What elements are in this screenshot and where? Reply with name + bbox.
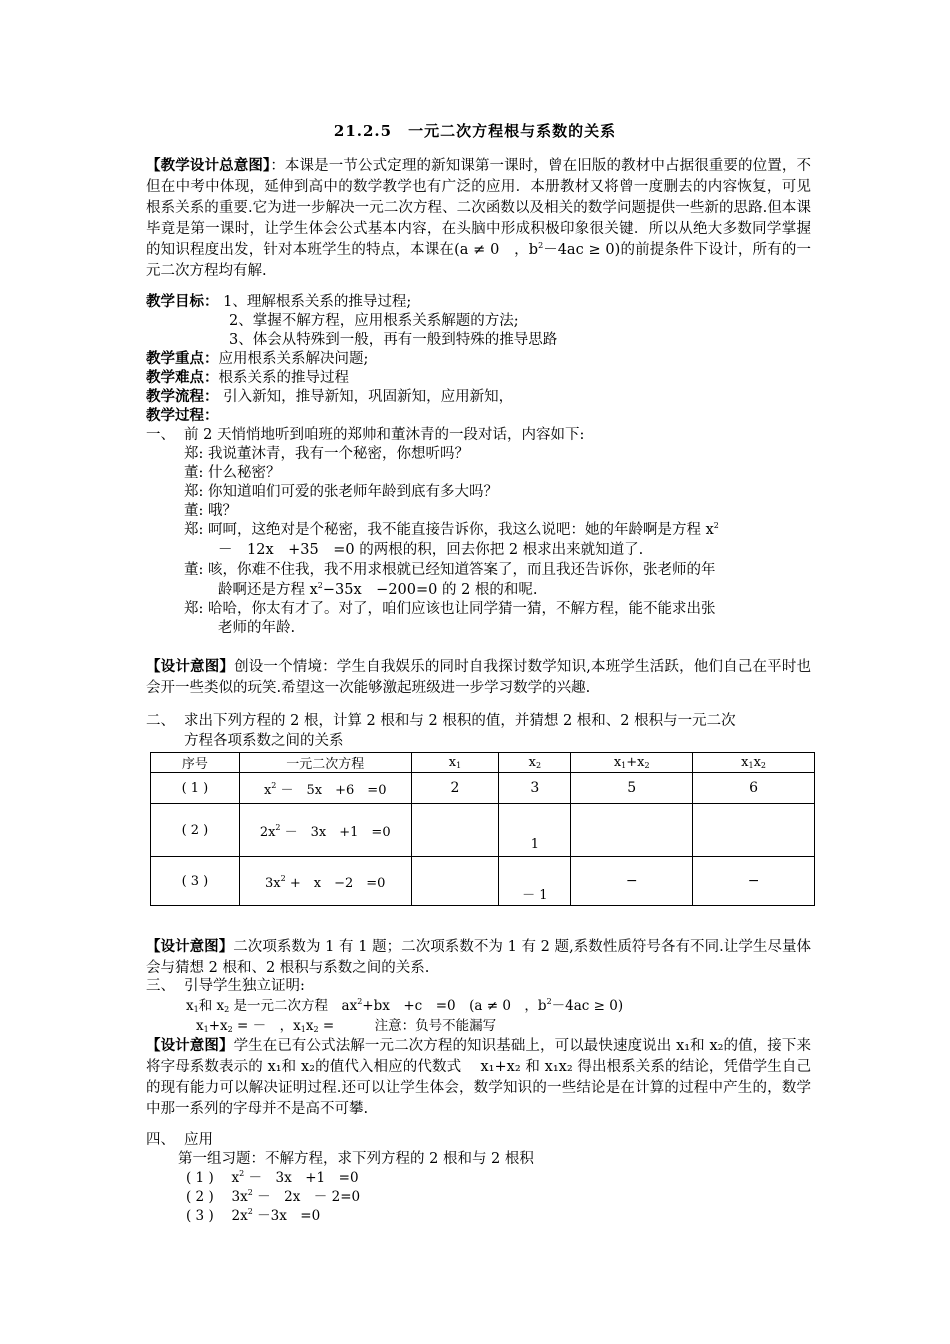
section2-num: 二、 [146,713,175,729]
intent-paragraph-3 [146,936,811,979]
dialog-continuation: － 12x +35 =0 的两根的积，回去你把 2 根求出来就知道了. [218,542,644,558]
intent-text: 创设一个情境：学生自我娱乐的同时自我探讨数学知识,本班学生活跃，他们自己在平时也会开一些类似的玩笑.希望这一次能够激起班级进一步学习数学的兴趣. [146,659,812,696]
section4-num: 四、 [146,1132,175,1148]
exercise-item: ( 3 ) $2x^2 -3x$ =0 [186,1207,321,1224]
goal-item-2: 2、掌握不解方程，应用根系关系解题的方法; [229,313,519,329]
goals-line: 教学目标： 1、理解根系关系的推导过程; [146,293,412,310]
key-label: 教学重点 [146,350,204,367]
intent-label: 【设计意图】 [146,1037,234,1054]
dialog-line: 董: 什么秘密？ [184,465,281,481]
exercise-item: ( 1 ) $x^2$ － 3x +1 =0 [186,1169,359,1186]
dialog-line: 董: 哦？ [184,503,237,519]
flow-text: 引入新知，推导新知，巩固新知，应用新知， [223,389,514,405]
section1-intro: 前 2 天悄悄地听到咱班的郑帅和董沐青的一段对话，内容如下: [184,427,585,443]
section3-num: 三、 [146,978,175,994]
roots-table [150,752,815,906]
table-header: $x_1x_2$ [693,753,815,773]
intent-text-2: －4ac ≥ 0)的前提条件下设计，所有的一元二次方程均有解. [146,242,811,279]
exercise-group-title: 第一组习题：不解方程，求下列方程的 2 根和与 2 根积 [178,1151,534,1167]
table-header: $x_1$ [411,753,499,773]
key-text: 应用根系关系解决问题; [218,351,369,367]
intent-label: 【设计意图】 [146,658,235,675]
table-header: $x_2$ [499,753,571,773]
exercise-item: ( 2 ) $3x^2$ － 2x － 2=0 [186,1188,361,1205]
table-row: ( 2 ) $2x^2$ － 3x +1 =0 1 [151,804,815,857]
section4-title: 应用 [184,1132,213,1148]
key-line: 教学重点：应用根系关系解决问题; [146,350,369,367]
intent-text: 学生在已有公式法解一元二次方程的知识基础上，可以最快速度说出 x₁和 x₂的值，接下来将字母系数表示的 x₁和 x₂的值代入相应的代数式 x₁+x₂ 和 x₁x₂ 得出根系关系的结论，凭借学生自己的现有能力可以解决证明过程.还可以让学生体会，数学知识的一些结论是在计算的过程中产生的，数学中那一系列的字母并不是高不可攀. [146,1038,811,1117]
process-line: 教学过程： [146,407,219,424]
table-header: 序号 [151,753,240,773]
dialog-line: 郑: 我说董沐青，我有一个秘密，你想听吗？ [184,446,469,462]
intent-text: ：本课是一节公式定理的新知课第一课时，曾在旧版的教材中占据很重要的位置，不但在中考中体现，延伸到高中的数学教学也有广泛的应用．本册教材又将曾一度删去的内容恢复，可见根系关系的重要.它为进一步解决一元二次方程、二次函数以及相关的数学问题提供一些新的思路.但本课毕竟是第一课时，让学生体会公式基本内容，在头脑中形成积极印象很关键．所以从绝大多数同学掌握的知识程度出发，针对本班学生的特点，本课在(a ≠ 0 ，b [146,158,812,258]
dialog-line: 郑: 呵呵，这绝对是个秘密，我不能直接告诉你，我这么说吧：她的年龄啊是方程 $x^2$ [184,521,719,538]
intent-paragraph-1: 【教学设计总意图】：本课是一节公式定理的新知课第一课时，曾在旧版的教材中占据很重要的位置，不但在中考中体现，延伸到高中的数学教学也有广泛的应用．本册教材又将曾一度删去的内容恢复，可见根系关系的重要.它为进一步解决一元二次方程、二次函数以及相关的数学问题提供一些新的思路.但本课毕竟是第一课时，让学生体会公式基本内容，在头脑中形成积极印象很关键．所以从绝大多数同学掌握的知识程度出发，针对本班学生的特点，本课在(a ≠ 0 ，$b^2-4ac \ge 0$)的前提条件下设计，所有的一元二次方程均有解. [146,157,812,279]
difficulty-label: 教学难点 [146,369,204,386]
intent-paragraph-4 [146,1035,811,1120]
flow-label: 教学流程 [146,388,204,405]
dialog-line: 董: 咳，你难不住我，我不用求根就已经知道答案了，而且我还告诉你，张老师的年 [184,562,716,578]
section3-formula-2: $x_1+x_2$ = － ，$x_1x_2$ = 注意：负号不能漏写 [196,1018,497,1034]
goals-label: 教学目标 [146,293,204,310]
section3-formula-1: $x_1$和 $x_2$ 是一元二次方程 $ax^2+bx$ +c =0 (a ≠ 0 ，$b^2-4ac \ge 0$) [186,997,624,1014]
page-title: 21.2.5 一元二次方程根与系数的关系 [333,122,617,140]
section2-line2: 方程各项系数之间的关系 [184,733,344,749]
section3-intro: 引导学生独立证明: [184,978,305,994]
dialog-continuation: 龄啊还是方程 $x^2-35x$ −200=0 的 2 根的和呢. [218,581,538,598]
intent-text: 二次项系数为 1 有 1 题；二次项系数不为 1 有 2 题,系数性质符号各有不同.让学生尽量体会与猜想 2 根和、2 根积与系数之间的关系. [146,939,811,976]
table-header: 一元二次方程 [239,753,411,773]
table-row: ( 1 ) $x^2$ － 5x +6 =0 2 3 5 6 [151,773,815,804]
intent-label: 【教学设计总意图】 [146,157,271,174]
section2-line1: 求出下列方程的 2 根，计算 2 根和与 2 根积的值，并猜想 2 根和、2 根积与一元二次 [184,713,736,729]
table-row: ( 3 ) $3x^2$ + x −2 =0 － 1 − − [151,857,815,906]
goal-item-3: 3、体会从特殊到一般，再有一般到特殊的推导思路 [229,332,558,348]
difficulty-text: 根系关系的推导过程 [218,370,349,386]
dialog-continuation: 老师的年龄. [218,620,296,636]
dialog-line: 郑: 哈哈，你太有才了。对了，咱们应该也让同学猜一猜，不解方程，能不能求出张 [184,601,716,617]
table-header: $x_1+x_2$ [571,753,693,773]
process-label: 教学过程 [146,407,204,424]
goal-item: 1、理解根系关系的推导过程; [223,294,412,310]
dialog-line: 郑: 你知道咱们可爱的张老师年龄到底有多大吗？ [184,484,498,500]
intent-paragraph-2 [146,656,811,699]
difficulty-line: 教学难点：根系关系的推导过程 [146,369,349,386]
intent-label: 【设计意图】 [146,938,234,955]
section1-num: 一、 [146,427,175,443]
flow-line: 教学流程： 引入新知，推导新知，巩固新知，应用新知， [146,388,514,405]
